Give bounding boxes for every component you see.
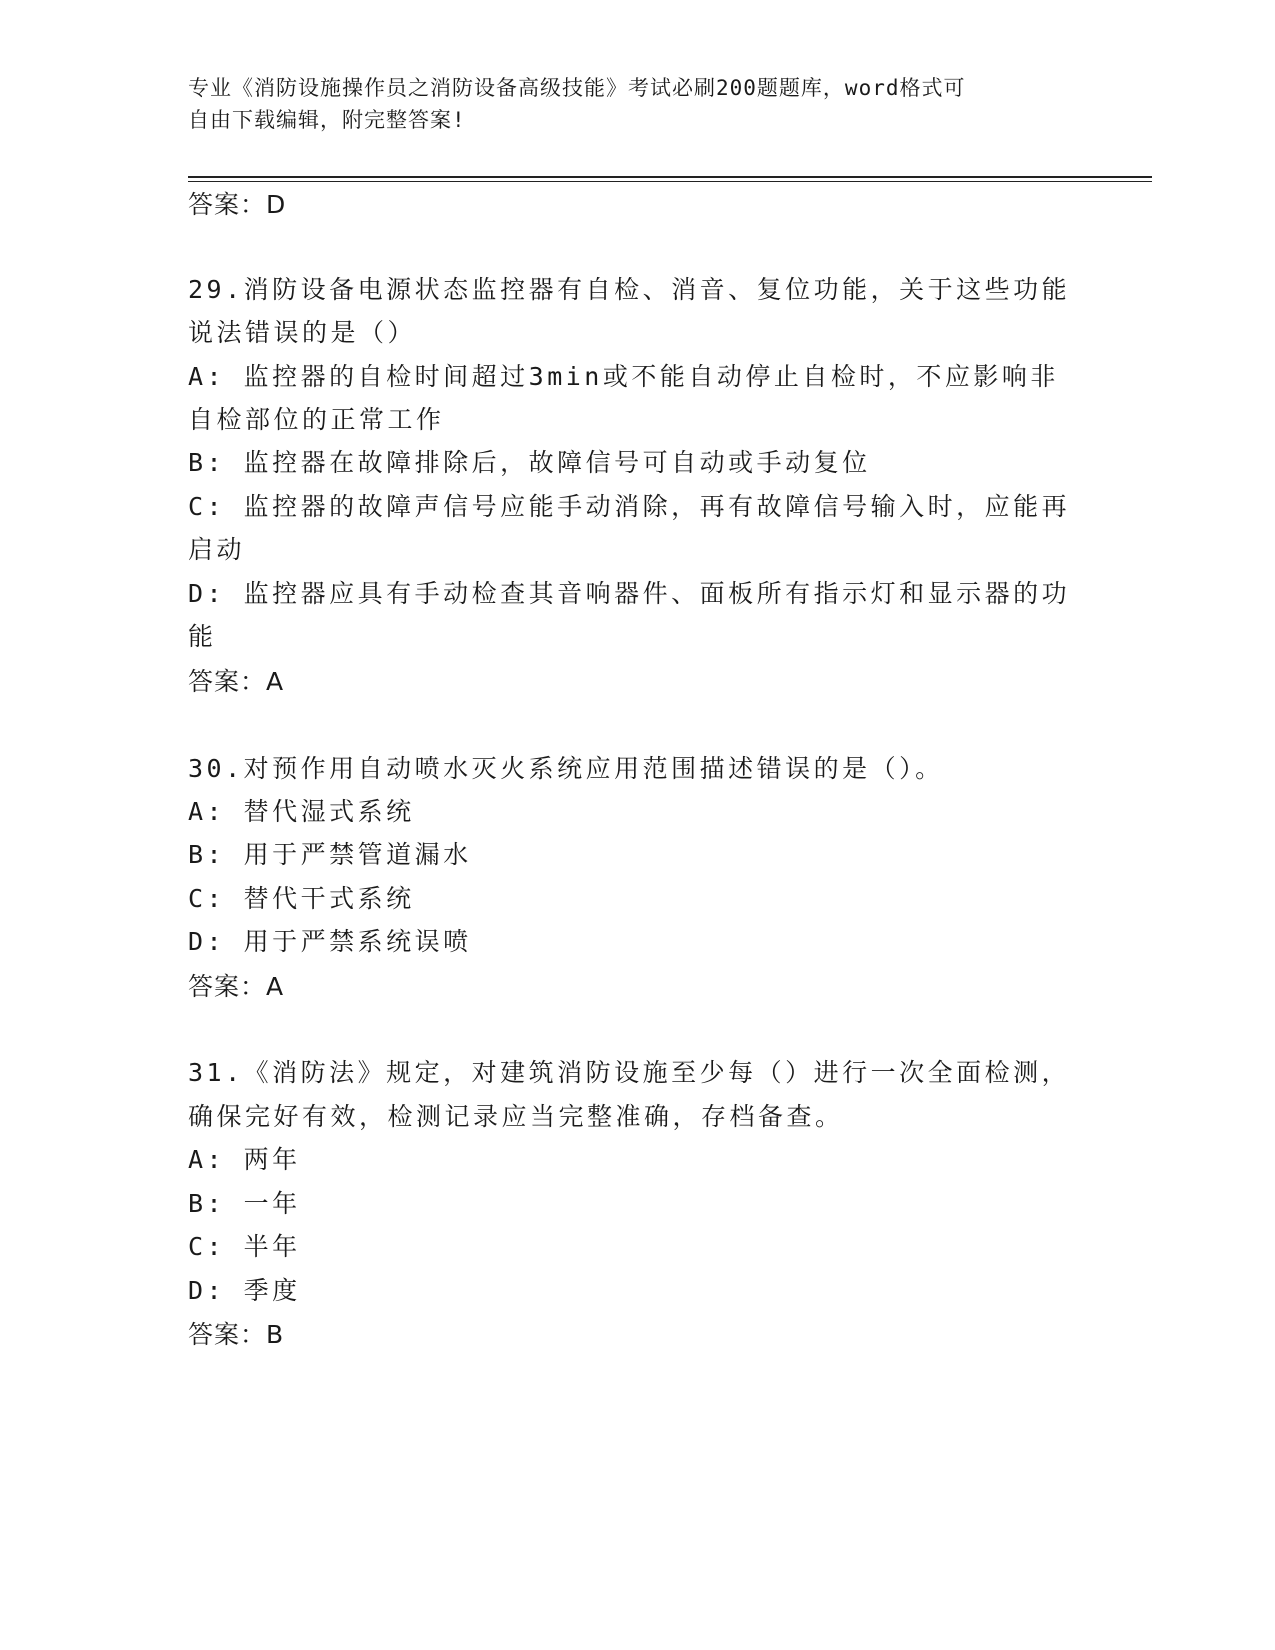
question-30-answer: 答案：A (188, 972, 285, 1001)
question-31-stem-line-1: 31.《消防法》规定，对建筑消防设施至少每（）进行一次全面检测， (188, 1058, 1071, 1087)
document-header (188, 72, 1088, 136)
header-line-1: 专业《消防设施操作员之消防设备高级技能》考试必刷200题题库，word格式可 (188, 76, 966, 100)
question-31-option-c: C: 半年 (188, 1232, 301, 1261)
question-29-stem-line-1: 29.消防设备电源状态监控器有自检、消音、复位功能，关于这些功能 (188, 275, 1071, 304)
question-30-stem: 30.对预作用自动喷水灭火系统应用范围描述错误的是（）。 (188, 754, 944, 783)
question-29-option-d-line-2: 能 (188, 622, 217, 651)
question-29-option-d-line-1: D: 监控器应具有手动检查其音响器件、面板所有指示灯和显示器的功 (188, 579, 1071, 608)
question-29-option-a-line-2: 自检部位的正常工作 (188, 405, 445, 434)
question-29-stem-line-2: 说法错误的是（） (188, 318, 417, 347)
question-29-option-a-line-1: A: 监控器的自检时间超过3min或不能自动停止自检时，不应影响非 (188, 362, 1059, 391)
question-30-option-a: A: 替代湿式系统 (188, 797, 415, 826)
question-29-option-b: B: 监控器在故障排除后，故障信号可自动或手动复位 (188, 448, 871, 477)
question-30-option-b: B: 用于严禁管道漏水 (188, 840, 472, 869)
question-31-option-b: B: 一年 (188, 1189, 301, 1218)
header-line-2: 自由下载编辑，附完整答案! (188, 108, 466, 132)
header-divider-thick (188, 176, 1152, 178)
question-31-option-d: D: 季度 (188, 1276, 301, 1305)
question-31-stem-line-2: 确保完好有效，检测记录应当完整准确，存档备查。 (188, 1102, 844, 1131)
question-29-option-c-line-2: 启动 (188, 535, 246, 564)
question-31-option-a: A: 两年 (188, 1145, 301, 1174)
question-29-answer: 答案：A (188, 667, 285, 696)
question-30-option-c: C: 替代干式系统 (188, 884, 415, 913)
header-divider-thin (188, 181, 1152, 182)
previous-answer: 答案：D (188, 190, 287, 219)
question-29-option-c-line-1: C: 监控器的故障声信号应能手动消除，再有故障信号输入时，应能再 (188, 492, 1071, 521)
question-31-answer: 答案：B (188, 1320, 285, 1349)
question-30-option-d: D: 用于严禁系统误喷 (188, 927, 472, 956)
